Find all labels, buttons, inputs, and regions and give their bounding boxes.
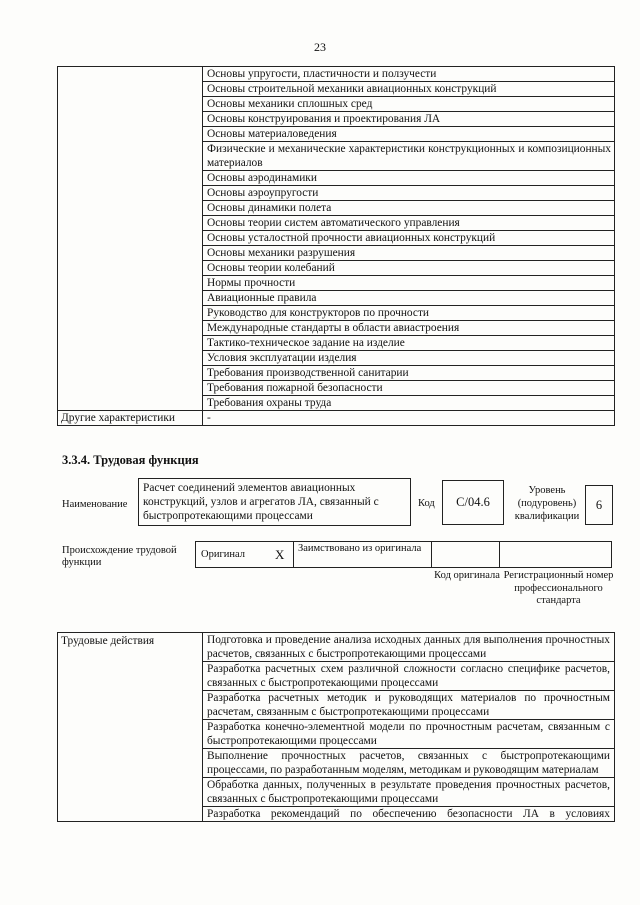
code-label: Код [418, 498, 435, 509]
original-code-cell [431, 541, 499, 568]
page-number: 23 [314, 40, 326, 54]
knowledge-item: Основы динамики полета [203, 201, 615, 216]
knowledge-item: Основы упругости, пластичности и ползучести [203, 67, 615, 82]
section-title: 3.3.4. Трудовая функция [62, 453, 199, 467]
knowledge-item: Нормы прочности [203, 276, 615, 291]
action-item: Выполнение прочностных расчетов, связанных с быстропротекающими процессами, по разработанным моделям, методикам и руководящим материалам [203, 749, 615, 778]
original-mark: X [275, 546, 285, 562]
origin-label: Происхождение трудовой функции [62, 545, 177, 568]
function-name-box: Расчет соединений элементов авиационных конструкций, узлов и агрегатов ЛА, связанный с быстропротекающими процессами [138, 478, 411, 526]
borrowed-cell: Заимствовано из оригинала [293, 541, 431, 568]
other-characteristics-value: - [203, 411, 615, 426]
knowledge-item: Основы аэродинамики [203, 171, 615, 186]
actions-table [57, 632, 615, 822]
action-item: Разработка рекомендаций по обеспечению безопасности ЛА в условиях [203, 807, 615, 822]
origin-row [195, 541, 612, 568]
action-item: Разработка конечно-элементной модели по прочностным расчетам, связанным с быстропротекающими процессами [203, 720, 615, 749]
knowledge-item: Международные стандарты в области авиастроения [203, 321, 615, 336]
action-item: Подготовка и проведение анализа исходных данных для выполнения прочностных расчетов, связанных с быстропротекающими процессами [203, 633, 615, 662]
registration-number-cell [499, 541, 612, 568]
knowledge-item: Руководство для конструкторов по прочности [203, 306, 615, 321]
knowledge-item: Основы аэроупругости [203, 186, 615, 201]
knowledge-item: Требования производственной санитарии [203, 366, 615, 381]
action-row [58, 633, 615, 662]
action-item: Разработка расчетных схем различной сложности согласно специфике расчетов, связанных с быстропротекающими процессами [203, 662, 615, 691]
level-label: Уровень (подуровень) квалификации [514, 485, 580, 522]
knowledge-item: Условия эксплуатации изделия [203, 351, 615, 366]
knowledge-item: Основы строительной механики авиационных конструкций [203, 82, 615, 97]
knowledge-item: Основы теории систем автоматического управления [203, 216, 615, 231]
knowledge-row [58, 67, 615, 82]
code-box: C/04.6 [442, 480, 504, 525]
original-cell [195, 541, 293, 568]
name-label: Наименование [62, 499, 128, 510]
knowledge-item: Авиационные правила [203, 291, 615, 306]
knowledge-item: Основы механики разрушения [203, 246, 615, 261]
knowledge-item: Основы материаловедения [203, 127, 615, 142]
knowledge-item: Основы теории колебаний [203, 261, 615, 276]
other-characteristics-label: Другие характеристики [58, 411, 203, 426]
knowledge-item: Основы механики сплошных сред [203, 97, 615, 112]
knowledge-item: Требования пожарной безопасности [203, 381, 615, 396]
level-box: 6 [585, 485, 613, 525]
knowledge-item: Основы усталостной прочности авиационных конструкций [203, 231, 615, 246]
action-item: Разработка расчетных методик и руководящих материалов по прочностным расчетам, связанным с быстропротекающими процессами [203, 691, 615, 720]
registration-caption: Регистрационный номер профессионального стандарта [503, 570, 614, 606]
original-label: Оригинал [201, 548, 245, 560]
knowledge-item: Физические и механические характеристики конструкционных и композиционных материалов [203, 142, 615, 171]
other-characteristics-row [58, 411, 615, 426]
action-item: Обработка данных, полученных в результате проведения прочностных расчетов, связанных с быстропротекающими процессами [203, 778, 615, 807]
knowledge-table [57, 66, 615, 426]
knowledge-item: Основы конструирования и проектирования ЛА [203, 112, 615, 127]
knowledge-item: Требования охраны труда [203, 396, 615, 411]
knowledge-label-cell [58, 67, 203, 411]
actions-label: Трудовые действия [58, 633, 203, 822]
code-caption: Код оригинала [434, 570, 500, 581]
knowledge-item: Тактико-техническое задание на изделие [203, 336, 615, 351]
